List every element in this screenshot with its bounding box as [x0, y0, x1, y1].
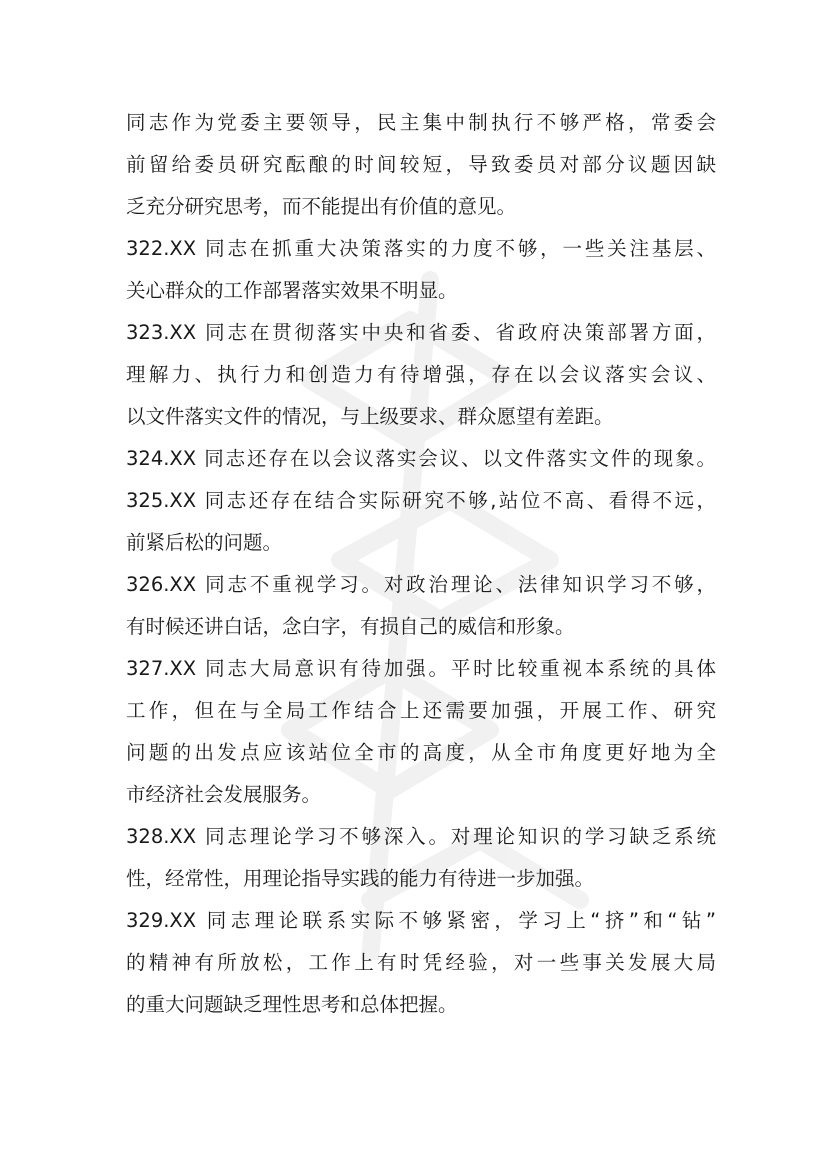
paragraph [126, 564, 716, 648]
paragraph [126, 816, 716, 900]
text-line: 324.XX 同志还存在以会议落实会议、以文件落实文件的现象。 [126, 447, 716, 470]
text-line: 以文件落实文件的情况，与上级要求、群众愿望有差距。 [126, 405, 614, 428]
text-line: 乏充分研究思考，而不能提出有价值的意见。 [126, 195, 517, 218]
text-line: 328.XX 同志理论学习不够深入。对理论知识的学习缺乏系统 [126, 825, 716, 848]
text-line: 关心群众的工作部署落实效果不明显。 [126, 279, 458, 302]
paragraph [126, 312, 716, 438]
text-line: 323.XX 同志在贯彻落实中央和省委、省政府决策部署方面， [126, 321, 716, 344]
text-line: 329.XX 同志理论联系实际不够紧密，学习上“挤”和“钻” [126, 909, 716, 932]
paragraph [126, 228, 716, 312]
text-line: 性，经常性，用理论指导实践的能力有待进一步加强。 [126, 867, 595, 890]
text-line: 的精神有所放松，工作上有时凭经验，对一些事关发展大局 [126, 951, 716, 974]
document-body [126, 102, 716, 1026]
paragraph [126, 438, 716, 480]
text-line: 的重大问题缺乏理性思考和总体把握。 [126, 993, 458, 1016]
text-line: 理解力、执行力和创造力有待增强，存在以会议落实会议、 [126, 363, 716, 386]
text-line: 322.XX 同志在抓重大决策落实的力度不够，一些关注基层、 [126, 237, 716, 260]
text-line: 同志作为党委主要领导，民主集中制执行不够严格，常委会 [126, 111, 716, 134]
text-line: 有时候还讲白话，念白字，有损自己的威信和形象。 [126, 615, 575, 638]
text-line: 问题的出发点应该站位全市的高度，从全市角度更好地为全 [126, 741, 716, 764]
paragraph [126, 900, 716, 1026]
text-line: 325.XX 同志还存在结合实际研究不够,站位不高、看得不远， [126, 489, 716, 512]
text-line: 工作，但在与全局工作结合上还需要加强，开展工作、研究 [126, 699, 716, 722]
text-line: 326.XX 同志不重视学习。对政治理论、法律知识学习不够， [126, 573, 716, 596]
text-line: 327.XX 同志大局意识有待加强。平时比较重视本系统的具体 [126, 657, 716, 680]
paragraph [126, 480, 716, 564]
paragraph [126, 648, 716, 816]
paragraph [126, 102, 716, 228]
text-line: 前留给委员研究酝酿的时间较短，导致委员对部分议题因缺 [126, 153, 716, 176]
text-line: 市经济社会发展服务。 [126, 783, 322, 806]
text-line: 前紧后松的问题。 [126, 531, 283, 554]
